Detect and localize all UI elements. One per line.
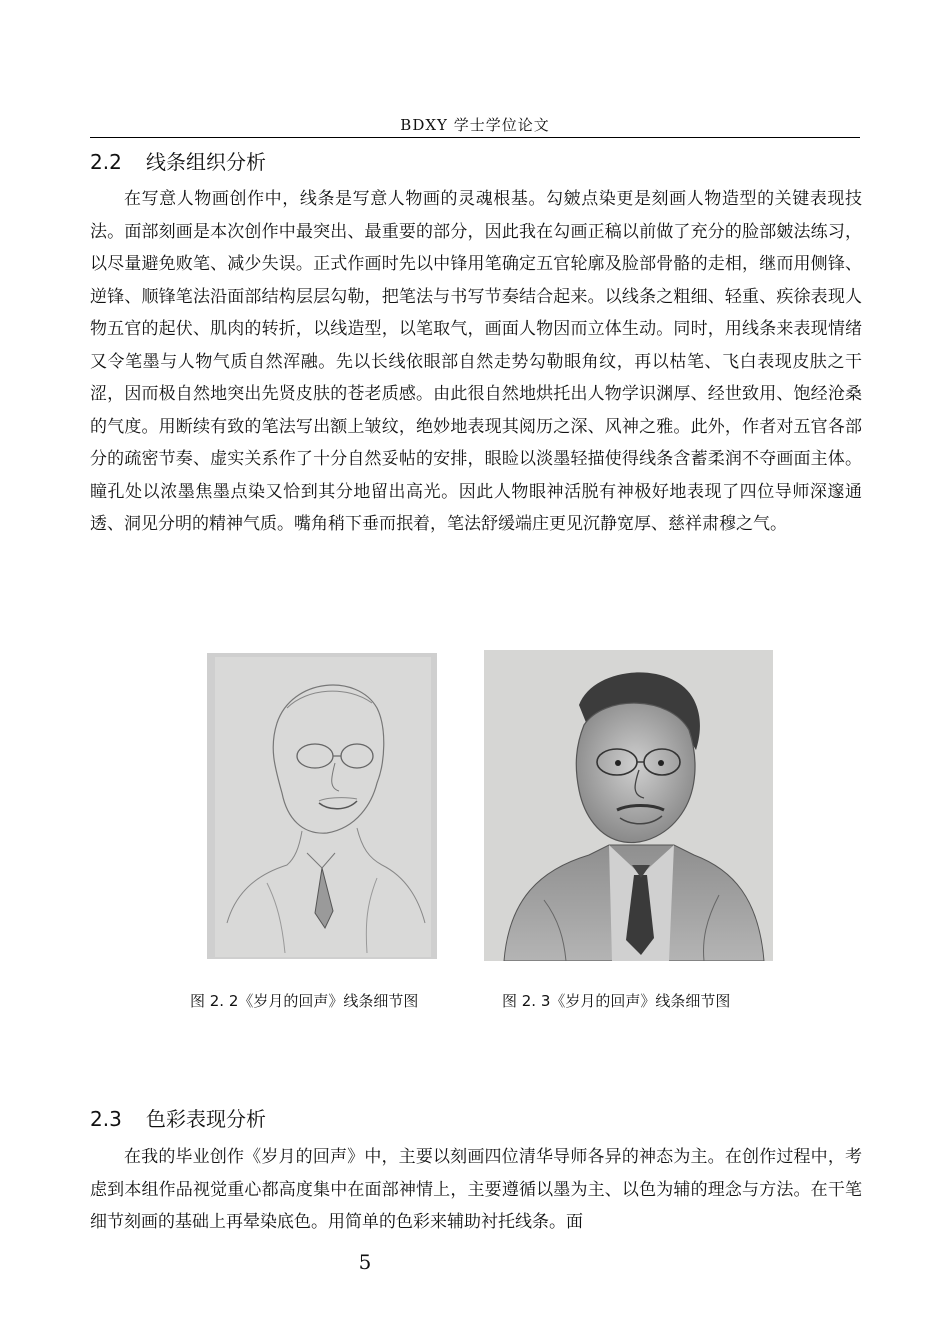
figure-sketch-image xyxy=(207,653,437,959)
section-title: 线条组织分析 xyxy=(146,150,266,174)
section-number: 2.2 xyxy=(90,150,122,174)
pencil-sketch-portrait xyxy=(207,653,437,959)
body-paragraph: 在写意人物画创作中，线条是写意人物画的灵魂根基。勾皴点染更是刻画人物造型的关键表现技法。面部刻画是本次创作中最突出、最重要的部分，因此我在勾画正稿以前做了充分的脸部皴法练习，以尽量避免败笔、减少失误。正式作画时先以中锋用笔确定五官轮廓及脸部骨骼的走相，继而用侧锋、逆锋、顺锋笔法沿面部结构层层勾勒，把笔法与书写节奏结合起来。以线条之粗细、轻重、疾徐表现人物五官的起伏、肌肉的转折，以线造型，以笔取气，画面人物因而立体生动。同时，用线条来表现情绪又令笔墨与人物气质自然浑融。先以长线依眼部自然走势勾勒眼角纹，再以枯笔、飞白表现皮肤之干涩，因而极自然地突出先贤皮肤的苍老质感。由此很自然地烘托出人物学识渊厚、经世致用、饱经沧桑的气度。用断续有致的笔法写出额上皱纹，绝妙地表现其阅历之深、风神之雅。此外，作者对五官各部分的疏密节奏、虚实关系作了十分自然妥帖的安排，眼睑以淡墨轻描使得线条含蓄柔润不夺画面主体。瞳孔处以浓墨焦墨点染又恰到其分地留出高光。因此人物眼神活脱有神极好地表现了四位导师深邃通透、洞见分明的精神气质。嘴角稍下垂而抿着，笔法舒缓端庄更见沉静宽厚、慈祥肃穆之气。 xyxy=(90,189,862,534)
page-header: BDXY 学士学位论文 xyxy=(400,116,550,134)
ink-portrait xyxy=(484,650,773,961)
figure-caption-2-2: 图 2. 2《岁月的回声》线条细节图 xyxy=(190,992,419,1010)
section-heading-2-3 xyxy=(90,1103,266,1132)
figure-caption-2-3: 图 2. 3《岁月的回声》线条细节图 xyxy=(502,992,731,1010)
section-heading-2-2 xyxy=(90,146,266,175)
header-rule xyxy=(90,137,860,138)
figure-ink-image xyxy=(484,650,773,961)
section-number: 2.3 xyxy=(90,1107,122,1131)
body-paragraph: 在我的毕业创作《岁月的回声》中，主要以刻画四位清华导师各异的神态为主。在创作过程中，考虑到本组作品视觉重心都高度集中在面部神情上，主要遵循以墨为主、以色为辅的理念与方法。在干笔细节刻画的基础上再晕染底色。用简单的色彩来辅助衬托线条。面 xyxy=(90,1147,862,1232)
section-title: 色彩表现分析 xyxy=(146,1107,266,1131)
page-number: 5 xyxy=(358,1250,372,1274)
